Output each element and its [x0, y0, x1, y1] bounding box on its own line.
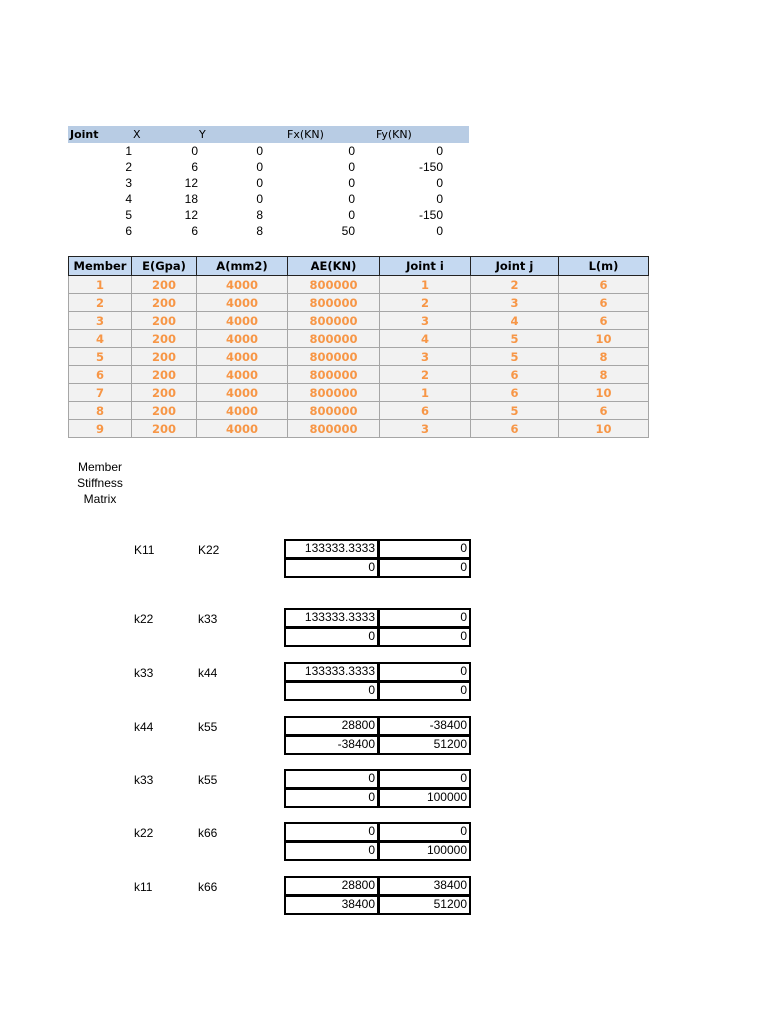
matrix-cell: -38400: [378, 716, 471, 736]
member-cell: 3: [380, 420, 471, 438]
member-cell: 10: [559, 420, 649, 438]
member-cell: 6: [559, 312, 649, 330]
caption-line: Stiffness: [77, 476, 123, 490]
member-cell: 4: [380, 330, 471, 348]
matrix-label-second: k55: [198, 773, 218, 787]
matrix-label-second: K22: [198, 543, 220, 557]
joint-cell: 6: [125, 224, 132, 238]
matrix-block: [0, 663, 768, 703]
matrix-cell: 133333.3333: [284, 539, 379, 559]
matrix-grid: [285, 823, 471, 861]
joint-cell: 50: [341, 224, 355, 238]
member-cell: 6: [559, 276, 649, 294]
member-cell: 3: [380, 312, 471, 330]
matrix-cell: 0: [378, 539, 471, 559]
member-cell: 4000: [197, 312, 288, 330]
member-cell: 5: [471, 402, 559, 420]
member-cell: 6: [471, 384, 559, 402]
matrix-grid: [285, 540, 471, 578]
joint-cell: 4: [125, 192, 132, 206]
member-cell: 4000: [197, 348, 288, 366]
joint-cell: 6: [191, 224, 198, 238]
member-row: [69, 348, 649, 366]
member-cell: 3: [380, 348, 471, 366]
member-row: [69, 384, 649, 402]
joint-cell: 3: [125, 176, 132, 190]
matrix-cell: 0: [378, 681, 471, 701]
matrix-label-first: k22: [134, 826, 154, 840]
matrix-cell: 38400: [284, 895, 379, 915]
matrix-cell: 28800: [284, 876, 379, 896]
matrix-cell: 0: [284, 627, 379, 647]
member-cell: 4000: [197, 276, 288, 294]
joint-cell: 0: [436, 176, 443, 190]
matrix-grid: [285, 877, 471, 915]
matrix-block: [0, 609, 768, 649]
matrix-cell: 0: [378, 558, 471, 578]
joint-cell: 5: [125, 208, 132, 222]
joint-cell: 1: [125, 144, 132, 158]
joint-cell: 0: [348, 208, 355, 222]
matrix-grid: [285, 770, 471, 808]
member-cell: 800000: [288, 276, 380, 294]
joint-row: [68, 159, 469, 175]
member-cell: 7: [69, 384, 132, 402]
matrix-cell: 133333.3333: [284, 662, 379, 682]
matrix-cell: 0: [284, 788, 379, 808]
matrix-label-first: k44: [134, 720, 154, 734]
matrix-grid: [285, 663, 471, 701]
matrix-label-first: k33: [134, 773, 154, 787]
matrix-cell: 38400: [378, 876, 471, 896]
matrix-cell: 133333.3333: [284, 608, 379, 628]
member-cell: 1: [380, 276, 471, 294]
matrix-cell: 51200: [378, 735, 471, 755]
member-cell: 8: [559, 366, 649, 384]
member-row: [69, 312, 649, 330]
matrix-cell: -38400: [284, 735, 379, 755]
member-table: [68, 256, 649, 438]
member-cell: 800000: [288, 366, 380, 384]
joint-table: [68, 126, 469, 239]
member-cell: 4: [69, 330, 132, 348]
member-cell: 6: [471, 366, 559, 384]
matrix-block: [0, 770, 768, 810]
member-cell: 200: [132, 384, 197, 402]
matrix-label-first: k11: [134, 880, 153, 894]
header-ae: AE(KN): [288, 257, 380, 276]
member-cell: 4000: [197, 402, 288, 420]
member-cell: 800000: [288, 348, 380, 366]
matrix-block: [0, 877, 768, 917]
header-area: A(mm2): [197, 257, 288, 276]
matrix-cell: 0: [284, 769, 379, 789]
matrix-cell: 0: [378, 822, 471, 842]
member-cell: 4000: [197, 384, 288, 402]
caption-line: Member: [77, 460, 122, 474]
joint-cell: 12: [184, 208, 198, 222]
member-cell: 2: [69, 294, 132, 312]
member-cell: 10: [559, 330, 649, 348]
member-cell: 4000: [197, 420, 288, 438]
member-cell: 3: [471, 294, 559, 312]
matrix-block: [0, 823, 768, 863]
member-cell: 5: [69, 348, 132, 366]
member-cell: 200: [132, 402, 197, 420]
header-e: E(Gpa): [132, 257, 197, 276]
joint-cell: 12: [184, 176, 198, 190]
member-cell: 200: [132, 366, 197, 384]
member-cell: 2: [380, 294, 471, 312]
joint-cell: -150: [418, 208, 443, 222]
joint-cell: 0: [348, 160, 355, 174]
member-cell: 200: [132, 276, 197, 294]
header-joint-j: Joint j: [471, 257, 559, 276]
joint-table-header: [68, 126, 469, 143]
matrix-cell: 0: [378, 769, 471, 789]
joint-cell: 0: [256, 144, 263, 158]
matrix-cell: 0: [284, 841, 379, 861]
member-row: [69, 420, 649, 438]
member-cell: 800000: [288, 420, 380, 438]
joint-cell: 0: [348, 144, 355, 158]
matrix-label-second: k55: [198, 720, 218, 734]
member-cell: 6: [471, 420, 559, 438]
member-cell: 4: [471, 312, 559, 330]
matrix-label-first: k22: [134, 612, 154, 626]
member-cell: 6: [559, 294, 649, 312]
matrix-cell: 0: [284, 822, 379, 842]
joint-cell: 0: [256, 192, 263, 206]
joint-cell: 0: [348, 192, 355, 206]
header-length: L(m): [559, 257, 649, 276]
joint-cell: 0: [348, 176, 355, 190]
member-cell: 5: [471, 348, 559, 366]
matrix-cell: 0: [284, 558, 379, 578]
header-joint: Joint: [70, 128, 99, 141]
header-member: Member: [69, 257, 132, 276]
matrix-label-second: k44: [198, 666, 218, 680]
member-cell: 3: [69, 312, 132, 330]
joint-cell: 18: [184, 192, 198, 206]
member-cell: 9: [69, 420, 132, 438]
matrix-cell: 0: [378, 608, 471, 628]
member-row: [69, 294, 649, 312]
member-row: [69, 276, 649, 294]
member-cell: 1: [380, 384, 471, 402]
member-cell: 10: [559, 384, 649, 402]
joint-cell: 0: [191, 144, 198, 158]
member-stiffness-matrix-caption: [72, 459, 128, 507]
member-cell: 1: [69, 276, 132, 294]
matrix-cell: 0: [284, 681, 379, 701]
joint-cell: -150: [418, 160, 443, 174]
member-cell: 200: [132, 312, 197, 330]
header-y: Y: [199, 128, 206, 141]
member-row: [69, 330, 649, 348]
matrix-cell: 51200: [378, 895, 471, 915]
member-cell: 8: [559, 348, 649, 366]
member-cell: 200: [132, 348, 197, 366]
member-cell: 800000: [288, 330, 380, 348]
header-fy: Fy(KN): [376, 128, 412, 141]
header-x: X: [133, 128, 141, 141]
matrix-cell: 100000: [378, 788, 471, 808]
joint-table-body: [68, 143, 469, 239]
joint-row: [68, 175, 469, 191]
member-cell: 6: [559, 402, 649, 420]
matrix-grid: [285, 609, 471, 647]
caption-line: Matrix: [83, 492, 117, 506]
member-cell: 6: [380, 402, 471, 420]
joint-cell: 0: [436, 224, 443, 238]
joint-row: [68, 207, 469, 223]
member-row: [69, 402, 649, 420]
matrix-block: [0, 540, 768, 580]
member-cell: 200: [132, 294, 197, 312]
member-cell: 2: [471, 276, 559, 294]
matrix-label-first: k33: [134, 666, 154, 680]
joint-cell: 8: [256, 208, 263, 222]
member-row: [69, 366, 649, 384]
member-cell: 8: [69, 402, 132, 420]
member-cell: 800000: [288, 312, 380, 330]
member-cell: 800000: [288, 384, 380, 402]
member-cell: 4000: [197, 294, 288, 312]
matrix-cell: 0: [378, 627, 471, 647]
matrix-cell: 100000: [378, 841, 471, 861]
matrix-cell: 28800: [284, 716, 379, 736]
member-table-body: [69, 276, 649, 438]
member-cell: 200: [132, 420, 197, 438]
joint-cell: 8: [256, 224, 263, 238]
joint-cell: 6: [191, 160, 198, 174]
member-cell: 5: [471, 330, 559, 348]
matrix-label-second: k66: [198, 826, 218, 840]
matrix-label-second: k33: [198, 612, 218, 626]
matrix-block: [0, 717, 768, 757]
member-cell: 200: [132, 330, 197, 348]
matrix-label-first: K11: [134, 543, 155, 557]
member-cell: 2: [380, 366, 471, 384]
header-fx: Fx(KN): [287, 128, 324, 141]
matrix-grid: [285, 717, 471, 755]
joint-row: [68, 143, 469, 159]
joint-cell: 0: [256, 176, 263, 190]
matrix-label-second: k66: [198, 880, 218, 894]
joint-row: [68, 223, 469, 239]
member-cell: 4000: [197, 330, 288, 348]
member-cell: 800000: [288, 294, 380, 312]
member-cell: 6: [69, 366, 132, 384]
joint-cell: 0: [436, 192, 443, 206]
joint-cell: 0: [256, 160, 263, 174]
header-joint-i: Joint i: [380, 257, 471, 276]
member-table-header: [69, 257, 649, 276]
member-cell: 4000: [197, 366, 288, 384]
matrix-cell: 0: [378, 662, 471, 682]
joint-row: [68, 191, 469, 207]
member-cell: 800000: [288, 402, 380, 420]
joint-cell: 0: [436, 144, 443, 158]
joint-cell: 2: [125, 160, 132, 174]
